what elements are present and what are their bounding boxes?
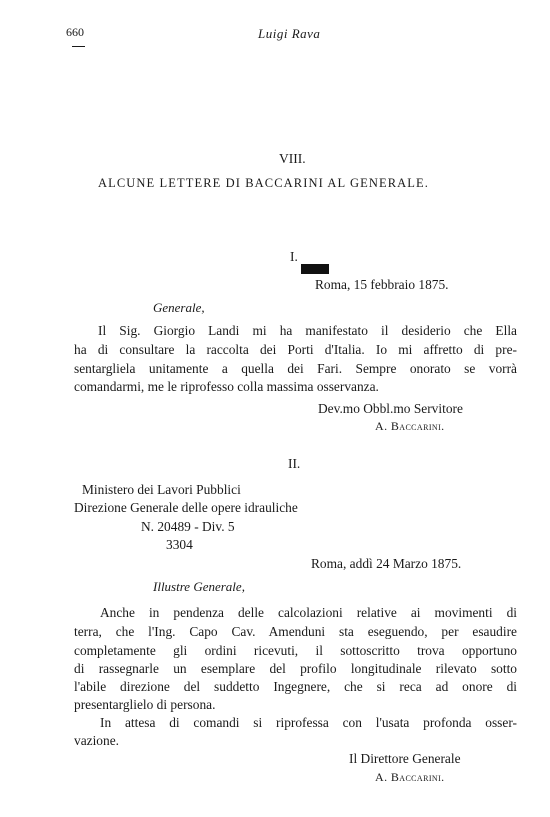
letter-2-line-4: di rassegnarle un esemplare del profilo longitudinale rilevato sotto bbox=[74, 661, 517, 676]
letter-2-protocol: N. 20489 - Div. 5 bbox=[141, 519, 235, 534]
letter-2-date: Roma, addì 24 Marzo 1875. bbox=[311, 556, 462, 571]
letter-2-closing: Il Direttore Generale bbox=[349, 751, 461, 766]
letter-2-line-5: l'abile direzione del suddetto Ingegnere, che si reca ad onore di bbox=[74, 679, 517, 694]
letter-2-ministry: Ministero dei Lavori Pubblici bbox=[82, 482, 241, 497]
letter-2-number: II. bbox=[288, 456, 301, 471]
letter-2-line-1: Anche in pendenza delle calcolazioni relative ai movimenti di bbox=[100, 605, 517, 620]
letter-2-protocol-2: 3304 bbox=[166, 537, 193, 552]
letter-2-line-3: completamente gli ordini ricevuti, il sottoscritto trova opportuno bbox=[74, 643, 517, 658]
section-title: ALCUNE LETTERE DI BACCARINI AL GENERALE. bbox=[98, 176, 430, 190]
page-number: 660 bbox=[66, 25, 84, 39]
letter-1-line-2: ha di consultare la raccolta dei Porti d'Italia. Io mi affretto di pre- bbox=[74, 342, 517, 357]
letter-1-signature: A. Baccarini. bbox=[375, 419, 445, 433]
letter-2-signature: A. Baccarini. bbox=[375, 770, 445, 784]
running-title: Luigi Rava bbox=[258, 26, 321, 41]
letter-1-date: Roma, 15 febbraio 1875. bbox=[315, 277, 449, 292]
letter-2-line-8: vazione. bbox=[74, 733, 119, 748]
letter-1-closing: Dev.mo Obbl.mo Servitore bbox=[318, 401, 463, 416]
letter-1-number: I. bbox=[290, 249, 298, 264]
letter-2-salutation: Illustre Generale, bbox=[153, 579, 245, 594]
letter-1-line-4: comandarmi, me le riprofesso colla massima osservanza. bbox=[74, 379, 379, 394]
letter-1-line-1: Il Sig. Giorgio Landi mi ha manifestato il desiderio che Ella bbox=[98, 323, 517, 338]
letter-1-line-3: sentargliela unitamente a quella dei Fari. Sempre onorato se vorrà bbox=[74, 361, 517, 376]
letter-1-salutation: Generale, bbox=[153, 300, 205, 315]
page-number-rule bbox=[72, 46, 85, 47]
letter-2-direction: Direzione Generale delle opere idrauliche bbox=[74, 500, 298, 515]
redaction-mark bbox=[301, 264, 329, 274]
letter-2-line-6: presentarglielo di persona. bbox=[74, 697, 216, 712]
letter-2-line-2: terra, che l'Ing. Capo Cav. Amenduni sta eseguendo, per esaudire bbox=[74, 624, 517, 639]
letter-2-line-7: In attesa di comandi si riprofessa con l'usata profonda osser- bbox=[100, 715, 517, 730]
section-numeral: VIII. bbox=[279, 151, 306, 166]
